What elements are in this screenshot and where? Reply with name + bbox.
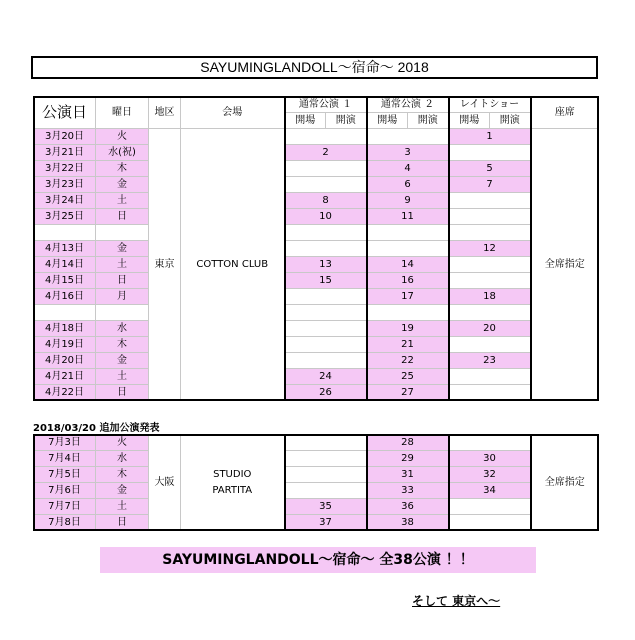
table-row	[34, 385, 599, 401]
date-cell: 3月24日	[34, 193, 96, 209]
date-cell: 4月20日	[34, 353, 96, 369]
osaka-schedule-table	[33, 434, 599, 531]
late-show-cell	[449, 305, 531, 321]
table-row	[34, 225, 599, 241]
regular1-show-cell: 8	[285, 193, 367, 209]
weekday-cell: 土	[96, 257, 149, 273]
regular2-show-cell: 29	[367, 451, 449, 467]
weekday-cell: 金	[96, 241, 149, 257]
weekday-cell: 金	[96, 483, 149, 499]
date-cell: 7月5日	[34, 467, 96, 483]
table-row	[34, 289, 599, 305]
date-cell: 4月19日	[34, 337, 96, 353]
table-row	[34, 193, 599, 209]
table-row	[34, 273, 599, 289]
header-start: 開演	[326, 113, 367, 129]
date-cell	[34, 225, 96, 241]
date-cell: 4月13日	[34, 241, 96, 257]
header-open: 開場	[285, 113, 326, 129]
weekday-cell: 木	[96, 337, 149, 353]
regular2-show-cell: 25	[367, 369, 449, 385]
table-row	[34, 337, 599, 353]
date-cell: 3月21日	[34, 145, 96, 161]
regular2-show-cell: 9	[367, 193, 449, 209]
weekday-cell: 土	[96, 499, 149, 515]
late-show-cell: 30	[449, 451, 531, 467]
header-open: 開場	[367, 113, 408, 129]
regular1-show-cell: 35	[285, 499, 367, 515]
regular1-show-cell	[285, 435, 367, 451]
date-cell: 4月22日	[34, 385, 96, 401]
table-row	[34, 321, 599, 337]
venue-cell: COTTON CLUB	[181, 129, 285, 401]
regular1-show-cell: 10	[285, 209, 367, 225]
late-show-cell: 23	[449, 353, 531, 369]
weekday-cell: 水(祝)	[96, 145, 149, 161]
date-cell: 3月25日	[34, 209, 96, 225]
date-cell: 4月16日	[34, 289, 96, 305]
weekday-cell: 日	[96, 209, 149, 225]
header-open: 開場	[449, 113, 490, 129]
regular1-show-cell	[285, 337, 367, 353]
closing-text: そして 東京へ～	[412, 594, 501, 608]
table-row	[34, 177, 599, 193]
header-late-show: レイトショー	[449, 97, 531, 113]
late-show-cell: 18	[449, 289, 531, 305]
table-row	[34, 241, 599, 257]
date-cell: 7月8日	[34, 515, 96, 531]
weekday-cell: 木	[96, 161, 149, 177]
date-cell: 7月7日	[34, 499, 96, 515]
date-cell: 7月3日	[34, 435, 96, 451]
venue-cell	[181, 435, 285, 531]
regular2-show-cell: 14	[367, 257, 449, 273]
table-row	[34, 209, 599, 225]
regular2-show-cell: 21	[367, 337, 449, 353]
table-row	[34, 515, 599, 531]
regular1-show-cell	[285, 161, 367, 177]
late-show-cell	[449, 435, 531, 451]
late-show-cell: 12	[449, 241, 531, 257]
late-show-cell	[449, 209, 531, 225]
late-show-cell	[449, 257, 531, 273]
regular2-show-cell: 22	[367, 353, 449, 369]
regular1-show-cell: 15	[285, 273, 367, 289]
table-row	[34, 353, 599, 369]
regular1-show-cell	[285, 225, 367, 241]
regular1-show-cell	[285, 467, 367, 483]
date-cell: 7月4日	[34, 451, 96, 467]
seat-cell: 全席指定	[531, 129, 599, 401]
late-show-cell: 32	[449, 467, 531, 483]
header-venue: 会場	[181, 97, 285, 129]
regular2-show-cell	[367, 225, 449, 241]
region-cell: 大阪	[149, 435, 181, 531]
page-title: SAYUMINGLANDOLL～宿命～ 2018	[31, 56, 598, 79]
regular2-show-cell: 36	[367, 499, 449, 515]
regular2-show-cell: 38	[367, 515, 449, 531]
venue-line: STUDIO	[213, 468, 252, 480]
regular1-show-cell	[285, 353, 367, 369]
table-row	[34, 257, 599, 273]
header-start: 開演	[490, 113, 531, 129]
regular1-show-cell	[285, 305, 367, 321]
header-region: 地区	[149, 97, 181, 129]
regular1-show-cell	[285, 289, 367, 305]
regular1-show-cell: 26	[285, 385, 367, 401]
table-row	[34, 435, 599, 451]
weekday-cell: 金	[96, 177, 149, 193]
regular1-show-cell	[285, 177, 367, 193]
header-regular1: 通常公演 １	[285, 97, 367, 113]
header-regular2: 通常公演 ２	[367, 97, 449, 113]
weekday-cell: 土	[96, 369, 149, 385]
date-cell: 4月18日	[34, 321, 96, 337]
tokyo-schedule-table	[33, 96, 599, 401]
date-cell: 7月6日	[34, 483, 96, 499]
date-cell: 3月20日	[34, 129, 96, 145]
late-show-cell: 1	[449, 129, 531, 145]
regular2-show-cell: 16	[367, 273, 449, 289]
table-row	[34, 129, 599, 145]
date-cell: 3月22日	[34, 161, 96, 177]
regular1-show-cell	[285, 241, 367, 257]
late-show-cell	[449, 273, 531, 289]
weekday-cell: 火	[96, 129, 149, 145]
header-date: 公演日	[34, 97, 96, 129]
weekday-cell: 土	[96, 193, 149, 209]
weekday-cell: 水	[96, 451, 149, 467]
regular1-show-cell	[285, 451, 367, 467]
weekday-cell: 日	[96, 273, 149, 289]
weekday-cell	[96, 225, 149, 241]
regular2-show-cell: 4	[367, 161, 449, 177]
table-row	[34, 483, 599, 499]
venue-line: PARTITA	[212, 484, 253, 496]
late-show-cell	[449, 225, 531, 241]
table-row	[34, 467, 599, 483]
regular2-show-cell: 31	[367, 467, 449, 483]
late-show-cell: 5	[449, 161, 531, 177]
regular2-show-cell: 19	[367, 321, 449, 337]
late-show-cell	[449, 193, 531, 209]
total-shows-banner: SAYUMINGLANDOLL～宿命～ 全38公演 ！！	[100, 547, 536, 573]
region-cell: 東京	[149, 129, 181, 401]
weekday-cell: 月	[96, 289, 149, 305]
table-row	[34, 161, 599, 177]
date-cell: 4月21日	[34, 369, 96, 385]
regular2-show-cell	[367, 129, 449, 145]
date-cell: 4月14日	[34, 257, 96, 273]
date-cell: 3月23日	[34, 177, 96, 193]
late-show-cell: 7	[449, 177, 531, 193]
regular2-show-cell: 11	[367, 209, 449, 225]
weekday-cell	[96, 305, 149, 321]
regular1-show-cell	[285, 483, 367, 499]
regular1-show-cell	[285, 321, 367, 337]
header-start: 開演	[408, 113, 449, 129]
regular1-show-cell	[285, 129, 367, 145]
regular2-show-cell: 33	[367, 483, 449, 499]
weekday-cell: 日	[96, 515, 149, 531]
table-row	[34, 305, 599, 321]
table-row	[34, 369, 599, 385]
header-seat: 座席	[531, 97, 599, 129]
weekday-cell: 金	[96, 353, 149, 369]
table-row	[34, 145, 599, 161]
late-show-cell	[449, 369, 531, 385]
late-show-cell	[449, 145, 531, 161]
regular1-show-cell: 24	[285, 369, 367, 385]
weekday-cell: 水	[96, 321, 149, 337]
regular1-show-cell: 2	[285, 145, 367, 161]
late-show-cell: 34	[449, 483, 531, 499]
date-cell: 4月15日	[34, 273, 96, 289]
late-show-cell	[449, 515, 531, 531]
regular2-show-cell: 6	[367, 177, 449, 193]
regular2-show-cell: 17	[367, 289, 449, 305]
regular2-show-cell	[367, 241, 449, 257]
weekday-cell: 日	[96, 385, 149, 401]
header-weekday: 曜日	[96, 97, 149, 129]
late-show-cell	[449, 337, 531, 353]
weekday-cell: 火	[96, 435, 149, 451]
regular2-show-cell: 28	[367, 435, 449, 451]
regular1-show-cell: 13	[285, 257, 367, 273]
late-show-cell	[449, 499, 531, 515]
late-show-cell	[449, 385, 531, 401]
regular2-show-cell: 3	[367, 145, 449, 161]
regular2-show-cell	[367, 305, 449, 321]
date-cell	[34, 305, 96, 321]
regular1-show-cell: 37	[285, 515, 367, 531]
regular2-show-cell: 27	[367, 385, 449, 401]
additional-shows-note: 2018/03/20 追加公演発表	[33, 423, 160, 434]
weekday-cell: 木	[96, 467, 149, 483]
table-row	[34, 499, 599, 515]
seat-cell: 全席指定	[531, 435, 599, 531]
table-row	[34, 451, 599, 467]
late-show-cell: 20	[449, 321, 531, 337]
